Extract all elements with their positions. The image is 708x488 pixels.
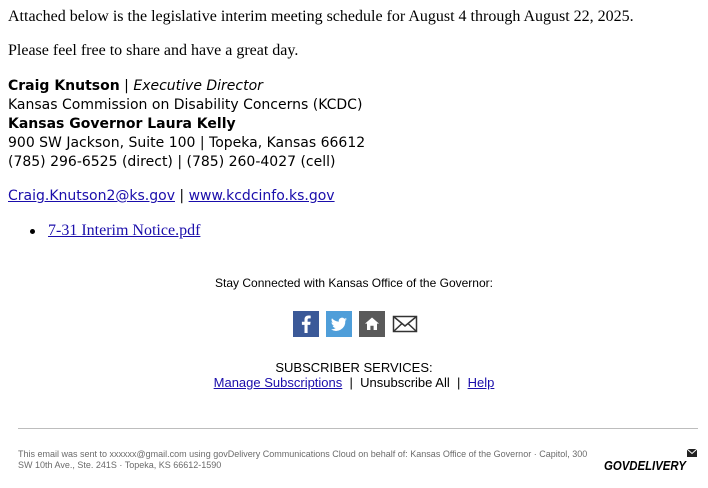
signature-separator: | (119, 78, 134, 94)
subscriber-links (0, 375, 708, 390)
govdelivery-logo[interactable] (603, 448, 699, 474)
bullet-icon (30, 229, 35, 234)
twitter-icon[interactable] (326, 311, 352, 337)
manage-subscriptions-link[interactable]: Manage Subscriptions (213, 375, 343, 390)
signature-name-line (8, 77, 365, 96)
envelope-icon (687, 449, 697, 457)
signature-governor: Kansas Governor Laura Kelly (8, 116, 236, 132)
attachment-link[interactable]: 7-31 Interim Notice.pdf (48, 222, 201, 239)
footer-divider (18, 428, 698, 429)
contact-separator: | (174, 188, 189, 204)
stay-connected-text: Stay Connected with Kansas Office of the Governor: (215, 276, 493, 290)
home-icon[interactable] (359, 311, 385, 337)
subscriber-services (0, 360, 708, 390)
footer-disclaimer: This email was sent to xxxxxx@gmail.com using govDelivery Communications Cloud on behalf of: Kansas Office of the Governor · Capitol, 300 SW 10th Ave., Ste. 241S · Topeka, KS 66612-1590 (18, 449, 588, 470)
email-icon[interactable] (392, 311, 418, 337)
contact-line (8, 188, 335, 204)
logo-text: GOVDELIVERY (604, 458, 688, 473)
divider: | (349, 375, 353, 390)
signature-title: Executive Director (133, 78, 263, 94)
social-links (293, 311, 418, 337)
signature-org: Kansas Commission on Disability Concerns (KCDC) (8, 97, 363, 113)
unsubscribe-text[interactable]: Unsubscribe All (360, 375, 450, 390)
help-link[interactable]: Help (467, 375, 495, 390)
signature-name: Craig Knutson (8, 78, 120, 94)
facebook-icon[interactable] (293, 311, 319, 337)
divider: | (456, 375, 461, 390)
signature-block (8, 77, 365, 172)
website-link[interactable]: www.kcdcinfo.ks.gov (188, 188, 335, 204)
signature-address: 900 SW Jackson, Suite 100 | Topeka, Kansas 66612 (8, 135, 366, 151)
intro-paragraph: Attached below is the legislative interim meeting schedule for August 4 through August 22, 2025. (8, 8, 634, 25)
closing-paragraph: Please feel free to share and have a great day. (8, 42, 299, 59)
subscriber-title: SUBSCRIBER SERVICES: (275, 360, 433, 375)
signature-phones: (785) 296-6525 (direct) | (785) 260-4027 (cell) (8, 154, 336, 170)
email-link[interactable]: Craig.Knutson2@ks.gov (8, 188, 175, 204)
